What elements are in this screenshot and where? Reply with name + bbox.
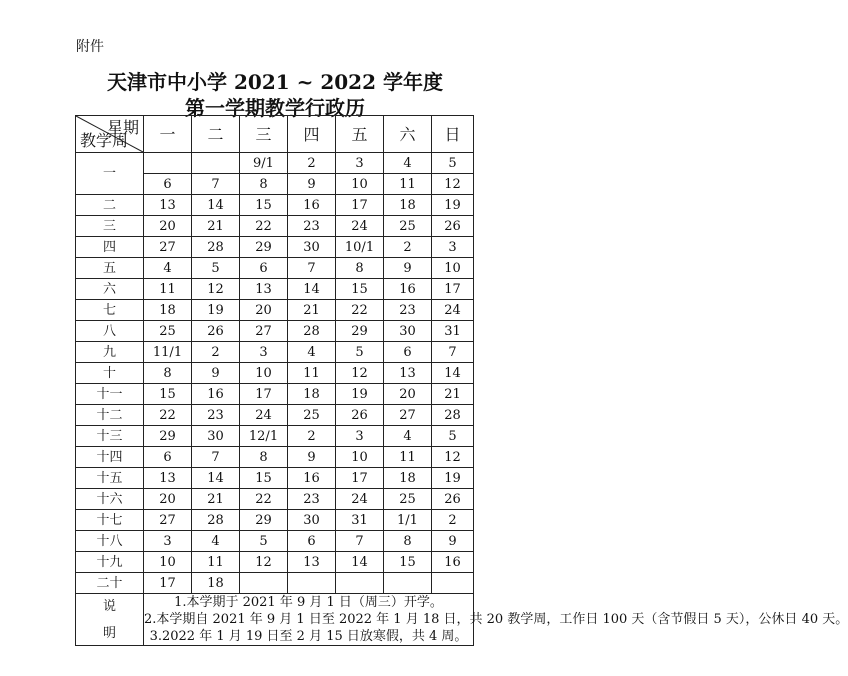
date-cell: 18	[144, 300, 192, 321]
date-cell: 17	[240, 384, 288, 405]
date-cell: 10	[240, 363, 288, 384]
date-cell: 14	[432, 363, 474, 384]
date-cell: 19	[192, 300, 240, 321]
date-cell: 18	[384, 195, 432, 216]
week-number-cell: 七	[76, 300, 144, 321]
date-cell: 25	[288, 405, 336, 426]
week-number-cell: 九	[76, 342, 144, 363]
date-cell: 14	[192, 195, 240, 216]
page-subtitle: 第一学期教学行政历	[185, 96, 365, 120]
date-cell: 21	[432, 384, 474, 405]
date-cell: 14	[288, 279, 336, 300]
date-cell: 7	[336, 531, 384, 552]
date-cell: 10	[432, 258, 474, 279]
date-cell: 9	[384, 258, 432, 279]
date-cell: 21	[192, 489, 240, 510]
date-cell: 31	[336, 510, 384, 531]
table-row	[76, 405, 474, 426]
corner-header-cell	[76, 116, 144, 153]
table-row	[76, 279, 474, 300]
date-cell	[240, 573, 288, 594]
date-cell: 2	[432, 510, 474, 531]
date-cell	[336, 573, 384, 594]
date-cell: 11/1	[144, 342, 192, 363]
day-header: 二	[192, 116, 240, 153]
date-cell: 24	[432, 300, 474, 321]
date-cell: 5	[240, 531, 288, 552]
table-row	[76, 510, 474, 531]
week-number-cell: 一	[76, 153, 144, 195]
date-cell: 8	[336, 258, 384, 279]
date-cell: 22	[144, 405, 192, 426]
date-cell: 28	[192, 510, 240, 531]
date-cell: 23	[192, 405, 240, 426]
date-cell: 16	[192, 384, 240, 405]
date-cell: 2	[288, 426, 336, 447]
date-cell: 12	[336, 363, 384, 384]
attachment-label: 附件	[76, 39, 104, 55]
date-cell: 22	[240, 216, 288, 237]
date-cell: 22	[336, 300, 384, 321]
date-cell: 12	[240, 552, 288, 573]
date-cell: 28	[288, 321, 336, 342]
date-cell: 21	[288, 300, 336, 321]
week-number-cell: 四	[76, 237, 144, 258]
date-cell: 10/1	[336, 237, 384, 258]
table-row	[76, 195, 474, 216]
date-cell: 27	[384, 405, 432, 426]
date-cell: 9/1	[240, 153, 288, 174]
day-header: 三	[240, 116, 288, 153]
table-row	[76, 447, 474, 468]
date-cell: 7	[192, 174, 240, 195]
date-cell: 25	[144, 321, 192, 342]
date-cell: 26	[336, 405, 384, 426]
date-cell: 9	[288, 174, 336, 195]
date-cell: 20	[240, 300, 288, 321]
date-cell: 31	[432, 321, 474, 342]
date-cell: 22	[240, 489, 288, 510]
date-cell: 3	[144, 531, 192, 552]
date-cell: 6	[240, 258, 288, 279]
table-row	[76, 573, 474, 594]
date-cell: 27	[144, 510, 192, 531]
week-number-cell: 十	[76, 363, 144, 384]
date-cell: 28	[432, 405, 474, 426]
date-cell: 6	[288, 531, 336, 552]
date-cell: 21	[192, 216, 240, 237]
date-cell: 13	[144, 195, 192, 216]
table-row	[76, 489, 474, 510]
date-cell: 6	[384, 342, 432, 363]
date-cell: 14	[336, 552, 384, 573]
date-cell: 17	[432, 279, 474, 300]
day-header: 五	[336, 116, 384, 153]
date-cell	[288, 573, 336, 594]
date-cell: 26	[432, 216, 474, 237]
date-cell: 27	[144, 237, 192, 258]
date-cell: 24	[336, 216, 384, 237]
date-cell: 4	[144, 258, 192, 279]
date-cell: 30	[384, 321, 432, 342]
date-cell: 12	[192, 279, 240, 300]
date-cell: 17	[336, 195, 384, 216]
date-cell: 9	[192, 363, 240, 384]
date-cell: 8	[144, 363, 192, 384]
day-header: 四	[288, 116, 336, 153]
day-header: 一	[144, 116, 192, 153]
week-number-cell: 二	[76, 195, 144, 216]
date-cell: 4	[288, 342, 336, 363]
date-cell: 3	[240, 342, 288, 363]
date-cell: 16	[432, 552, 474, 573]
date-cell: 13	[288, 552, 336, 573]
date-cell: 26	[432, 489, 474, 510]
date-cell: 24	[240, 405, 288, 426]
table-row	[76, 531, 474, 552]
date-cell: 14	[192, 468, 240, 489]
date-cell	[384, 573, 432, 594]
date-cell: 2	[288, 153, 336, 174]
date-cell: 4	[384, 153, 432, 174]
page-title: 天津市中小学 2021 ~ 2022 学年度	[107, 70, 443, 94]
date-cell: 13	[144, 468, 192, 489]
date-cell: 20	[384, 384, 432, 405]
date-cell: 3	[336, 426, 384, 447]
date-cell: 16	[288, 195, 336, 216]
date-cell: 20	[144, 489, 192, 510]
date-cell: 17	[336, 468, 384, 489]
date-cell: 5	[432, 426, 474, 447]
date-cell: 17	[144, 573, 192, 594]
date-cell: 15	[240, 468, 288, 489]
date-cell: 10	[144, 552, 192, 573]
header-row	[76, 116, 474, 153]
date-cell: 16	[288, 468, 336, 489]
note-item: 1.本学期于 2021 年 9 月 1 日（周三）开学。	[174, 595, 443, 610]
date-cell: 4	[384, 426, 432, 447]
date-cell: 12	[432, 447, 474, 468]
calendar-table	[75, 115, 848, 646]
date-cell: 10	[336, 174, 384, 195]
date-cell: 1/1	[384, 510, 432, 531]
date-cell: 7	[192, 447, 240, 468]
date-cell: 8	[240, 447, 288, 468]
date-cell: 18	[384, 468, 432, 489]
date-cell: 8	[240, 174, 288, 195]
date-cell: 13	[384, 363, 432, 384]
date-cell: 29	[336, 321, 384, 342]
table-row	[76, 426, 474, 447]
week-number-cell: 十三	[76, 426, 144, 447]
week-number-cell: 十四	[76, 447, 144, 468]
table-row	[76, 321, 474, 342]
date-cell: 19	[432, 195, 474, 216]
notes-label: 说 明	[76, 594, 144, 646]
date-cell: 2	[384, 237, 432, 258]
week-number-cell: 十六	[76, 489, 144, 510]
date-cell: 11	[288, 363, 336, 384]
date-cell: 9	[288, 447, 336, 468]
date-cell: 15	[384, 552, 432, 573]
week-number-cell: 二十	[76, 573, 144, 594]
date-cell: 26	[192, 321, 240, 342]
week-number-cell: 六	[76, 279, 144, 300]
date-cell: 18	[192, 573, 240, 594]
date-cell: 15	[144, 384, 192, 405]
date-cell: 5	[432, 153, 474, 174]
note-item: 2.本学期自 2021 年 9 月 1 日至 2022 年 1 月 18 日，共 20 教学周，工作日 100 天（含节假日 5 天），公休日 40 天。	[144, 612, 848, 627]
table-row	[76, 237, 474, 258]
date-cell: 11	[384, 174, 432, 195]
date-cell: 29	[144, 426, 192, 447]
table-row	[76, 258, 474, 279]
notes-content	[144, 594, 848, 646]
day-header: 日	[432, 116, 474, 153]
date-cell: 19	[336, 384, 384, 405]
note-item: 3.2022 年 1 月 19 日至 2 月 15 日放寒假，共 4 周。	[149, 629, 468, 644]
date-cell: 7	[432, 342, 474, 363]
table-row	[76, 363, 474, 384]
date-cell: 16	[384, 279, 432, 300]
table-row	[76, 552, 474, 573]
date-cell: 23	[288, 216, 336, 237]
date-cell: 25	[384, 216, 432, 237]
table-row	[76, 384, 474, 405]
date-cell: 3	[432, 237, 474, 258]
date-cell: 20	[144, 216, 192, 237]
table-row	[76, 468, 474, 489]
date-cell: 29	[240, 237, 288, 258]
week-number-cell: 十二	[76, 405, 144, 426]
date-cell: 12	[432, 174, 474, 195]
week-number-cell: 十八	[76, 531, 144, 552]
table-row	[76, 342, 474, 363]
date-cell: 24	[336, 489, 384, 510]
date-cell: 18	[288, 384, 336, 405]
date-cell: 2	[192, 342, 240, 363]
date-cell: 23	[288, 489, 336, 510]
week-number-cell: 十一	[76, 384, 144, 405]
date-cell: 15	[240, 195, 288, 216]
week-number-cell: 十七	[76, 510, 144, 531]
date-cell: 11	[384, 447, 432, 468]
date-cell: 12/1	[240, 426, 288, 447]
date-cell: 5	[192, 258, 240, 279]
date-cell: 30	[192, 426, 240, 447]
date-cell: 6	[144, 447, 192, 468]
date-cell	[192, 153, 240, 174]
table-row	[76, 216, 474, 237]
date-cell: 9	[432, 531, 474, 552]
week-number-cell: 八	[76, 321, 144, 342]
date-cell	[144, 153, 192, 174]
table-row	[76, 300, 474, 321]
date-cell: 30	[288, 237, 336, 258]
date-cell: 25	[384, 489, 432, 510]
date-cell: 8	[384, 531, 432, 552]
date-cell: 3	[336, 153, 384, 174]
date-cell: 11	[144, 279, 192, 300]
week-number-cell: 五	[76, 258, 144, 279]
week-corner-label: 教学周	[80, 131, 129, 150]
table-row	[76, 153, 474, 174]
date-cell: 15	[336, 279, 384, 300]
date-cell: 23	[384, 300, 432, 321]
notes-row	[76, 594, 474, 646]
date-cell: 5	[336, 342, 384, 363]
week-number-cell: 三	[76, 216, 144, 237]
date-cell: 29	[240, 510, 288, 531]
date-cell	[432, 573, 474, 594]
date-cell: 7	[288, 258, 336, 279]
date-cell: 28	[192, 237, 240, 258]
date-cell: 11	[192, 552, 240, 573]
date-cell: 4	[192, 531, 240, 552]
date-cell: 30	[288, 510, 336, 531]
date-cell: 27	[240, 321, 288, 342]
date-cell: 10	[336, 447, 384, 468]
week-number-cell: 十五	[76, 468, 144, 489]
weekday-corner-label: 星期	[106, 118, 139, 137]
date-cell: 13	[240, 279, 288, 300]
date-cell: 6	[144, 174, 192, 195]
day-header: 六	[384, 116, 432, 153]
date-cell: 19	[432, 468, 474, 489]
week-number-cell: 十九	[76, 552, 144, 573]
